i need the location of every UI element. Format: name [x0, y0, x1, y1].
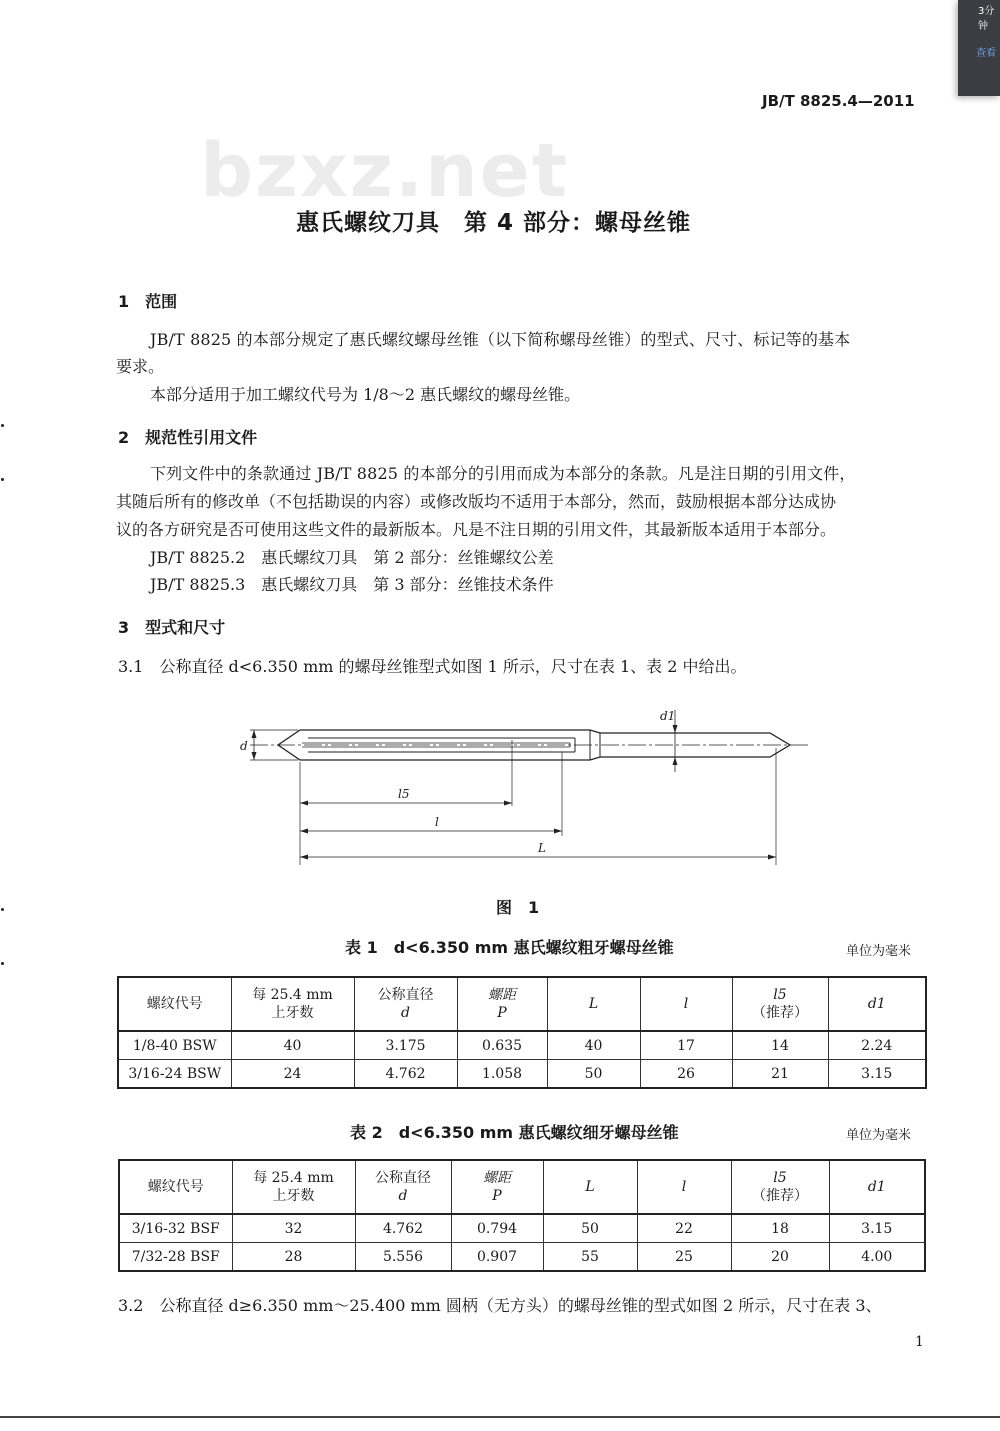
table-cell: 1/8-40 BSW — [118, 1031, 231, 1060]
table-2-title: 表 2 d<6.350 mm 惠氏螺纹细牙螺母丝锥 — [350, 1123, 679, 1142]
table-cell: 40 — [547, 1031, 640, 1060]
scan-dot — [1, 424, 4, 427]
table-cell: 3.15 — [829, 1214, 925, 1243]
section-2-para-line-1: 下列文件中的条款通过 JB/T 8825 的本部分的引用而成为本部分的条款。凡是注日期的引用文件， — [150, 464, 856, 483]
table-cell: 32 — [232, 1214, 355, 1243]
table-cell: 28 — [232, 1243, 355, 1272]
table-cell: 55 — [543, 1243, 637, 1272]
section-1-para-line-1: JB/T 8825 的本部分规定了惠氏螺纹螺母丝锥（以下简称螺母丝锥）的型式、尺寸、标记等的基本 — [150, 330, 851, 349]
table-1 — [117, 976, 927, 1089]
table-cell: 3.175 — [354, 1031, 457, 1060]
table-2-unit: 单位为毫米 — [846, 1128, 912, 1143]
table-cell: 20 — [731, 1243, 829, 1272]
table-row — [118, 1060, 926, 1089]
dim-label-l5: l5 — [398, 787, 410, 801]
scan-dot — [1, 962, 4, 965]
section-2-para-line-3: 议的各方研究是否可使用这些文件的最新版本。凡是不注日期的引用文件，其最新版本适用于本部分。 — [116, 520, 837, 539]
header-line-1: d1 — [867, 996, 886, 1012]
header-line-2: P — [492, 1188, 502, 1204]
table-cell: 1.058 — [457, 1060, 547, 1089]
section-2-para-line-2: 其随后所有的修改单（不包括勘误的内容）或修改版均不适用于本部分，然而，鼓励根据本部分达成协 — [116, 492, 837, 511]
table-header-cell — [731, 1160, 829, 1214]
table-cell: 50 — [547, 1060, 640, 1089]
table-header-cell — [355, 1160, 451, 1214]
header-line-1: d1 — [867, 1179, 886, 1195]
header-line-1: l — [683, 996, 689, 1012]
table-header-cell — [232, 1160, 355, 1214]
header-line-2: （推荐） — [752, 1005, 808, 1021]
table-cell: 4.762 — [355, 1214, 451, 1243]
header-line-2: 上牙数 — [271, 1005, 314, 1021]
table-cell: 50 — [543, 1214, 637, 1243]
header-line-1: L — [588, 996, 599, 1012]
header-line-1: L — [585, 1179, 595, 1195]
header-line-1: l — [681, 1179, 687, 1195]
table-cell: 18 — [731, 1214, 829, 1243]
dim-label-L: L — [538, 841, 546, 855]
section-3-1-text: 3.1 公称直径 d<6.350 mm 的螺母丝锥型式如图 1 所示，尺寸在表 1、表 2 中给出。 — [118, 657, 747, 676]
table-cell: 7/32-28 BSF — [119, 1243, 232, 1272]
table-cell: 40 — [231, 1031, 354, 1060]
header-line-1: 公称直径 — [377, 987, 434, 1003]
document-title: 惠氏螺纹刀具 第 4 部分：螺母丝锥 — [296, 210, 692, 236]
table-header-cell — [457, 977, 547, 1031]
table-header-cell — [118, 977, 231, 1031]
header-line-1: l5 — [773, 987, 787, 1003]
header-line-1: l5 — [773, 1170, 787, 1186]
table-header-cell — [637, 1160, 731, 1214]
watermark-logo: bzxz.net — [200, 128, 570, 214]
table-cell: 14 — [732, 1031, 828, 1060]
widget-time-label: 3分钟 — [978, 6, 995, 32]
table-header-cell — [354, 977, 457, 1031]
table-cell: 0.907 — [451, 1243, 543, 1272]
header-line-1: 螺距 — [488, 987, 516, 1003]
section-3-heading: 3 型式和尺寸 — [118, 618, 226, 637]
reference-2: JB/T 8825.3 惠氏螺纹刀具 第 3 部分：丝锥技术条件 — [150, 575, 554, 594]
dim-label-d1: d1 — [660, 709, 676, 723]
widget-view-link[interactable]: 查看 — [976, 48, 996, 59]
table-cell: 25 — [637, 1243, 731, 1272]
side-widget[interactable] — [958, 0, 1000, 96]
header-line-2: d — [398, 1188, 408, 1204]
header-line-1: 螺距 — [483, 1170, 511, 1186]
table-cell: 3/16-32 BSF — [119, 1214, 232, 1243]
table-header-row — [119, 1160, 925, 1214]
section-3-2-text: 3.2 公称直径 d≥6.350 mm～25.400 mm 圆柄（无方头）的螺母丝锥的型式如图 2 所示，尺寸在表 3、 — [118, 1296, 882, 1315]
figure-1-drawing — [230, 700, 820, 870]
table-cell: 3/16-24 BSW — [118, 1060, 231, 1089]
header-line-1: 螺纹代号 — [147, 1179, 204, 1195]
table-header-cell — [119, 1160, 232, 1214]
dim-label-d: d — [240, 739, 248, 753]
table-header-cell — [547, 977, 640, 1031]
table-1-title: 表 1 d<6.350 mm 惠氏螺纹粗牙螺母丝锥 — [345, 938, 674, 957]
scan-dot — [1, 908, 4, 911]
header-line-1: 每 25.4 mm — [253, 1170, 334, 1186]
table-header-cell — [451, 1160, 543, 1214]
table-header-row — [118, 977, 926, 1031]
table-cell: 4.00 — [829, 1243, 925, 1272]
standard-code: JB/T 8825.4—2011 — [762, 92, 915, 110]
header-line-2: d — [401, 1005, 410, 1021]
section-1-para-line-2: 要求。 — [116, 357, 165, 376]
table-header-cell — [732, 977, 828, 1031]
header-line-1: 螺纹代号 — [146, 996, 203, 1012]
header-line-1: 公称直径 — [375, 1170, 431, 1186]
figure-1-caption: 图 1 — [496, 898, 540, 917]
table-cell: 3.15 — [828, 1060, 926, 1089]
page-bottom-edge — [0, 1416, 1000, 1418]
table-row — [119, 1214, 925, 1243]
section-1-para-2: 本部分适用于加工螺纹代号为 1/8～2 惠氏螺纹的螺母丝锥。 — [150, 385, 581, 404]
table-cell: 26 — [640, 1060, 732, 1089]
table-row — [118, 1031, 926, 1060]
section-1-heading: 1 范围 — [118, 292, 178, 311]
table-cell: 2.24 — [828, 1031, 926, 1060]
reference-1: JB/T 8825.2 惠氏螺纹刀具 第 2 部分：丝锥螺纹公差 — [150, 548, 554, 567]
header-line-1: 每 25.4 mm — [252, 987, 333, 1003]
table-cell: 21 — [732, 1060, 828, 1089]
section-2-heading: 2 规范性引用文件 — [118, 428, 258, 447]
table-row — [119, 1243, 925, 1272]
table-cell: 0.794 — [451, 1214, 543, 1243]
dim-label-l: l — [435, 815, 439, 829]
scan-dot — [1, 478, 4, 481]
table-cell: 5.556 — [355, 1243, 451, 1272]
table-cell: 24 — [231, 1060, 354, 1089]
page-number: 1 — [915, 1334, 924, 1350]
table-1-unit: 单位为毫米 — [846, 944, 912, 959]
table-header-cell — [231, 977, 354, 1031]
table-2 — [118, 1159, 926, 1272]
table-cell: 0.635 — [457, 1031, 547, 1060]
table-header-cell — [829, 1160, 925, 1214]
table-cell: 4.762 — [354, 1060, 457, 1089]
header-line-2: （推荐） — [752, 1188, 808, 1204]
table-header-cell — [543, 1160, 637, 1214]
table-header-cell — [640, 977, 732, 1031]
header-line-2: P — [497, 1005, 507, 1021]
table-cell: 22 — [637, 1214, 731, 1243]
table-header-cell — [828, 977, 926, 1031]
header-line-2: 上牙数 — [272, 1188, 315, 1204]
table-cell: 17 — [640, 1031, 732, 1060]
